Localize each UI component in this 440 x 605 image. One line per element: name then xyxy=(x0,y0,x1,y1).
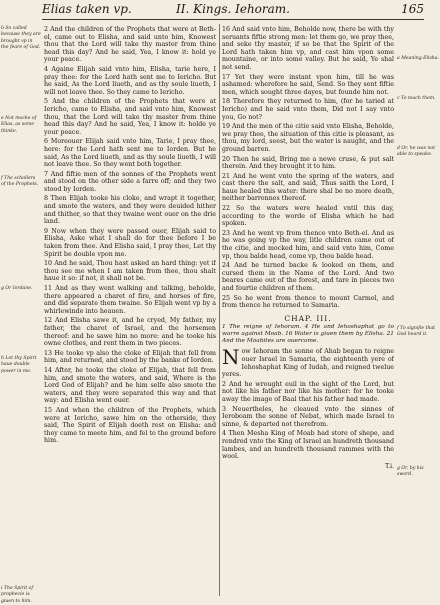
margin-note: b So called because they are brought vp in the feare of God. xyxy=(1,26,41,50)
chapter-verse: 3 Neuertheles, he cleaued vnto the sinnes of Ieroboam the sonne of Nebat, which made Israel to sinne, & departed not therefrom. xyxy=(222,405,394,428)
verse: 23 And he went vp from thence vnto Beth-el. And as he was going vp the way, litle children came out of the citie, and mocked him, and said vnto him, Come vp, thou balde head, come vp, thou balde head. xyxy=(222,229,394,260)
verse: 2 And the children of the Prophets that were at Beth-el, came out to Elisha, and said unto him, Knowest thou that the Lord will take thy master from thine head this day? And he said, Yea, I know it: hold ye your peace. xyxy=(44,26,216,64)
running-head-center: II. Kings. Iehoram. xyxy=(176,2,290,16)
catchword: T.i. xyxy=(385,462,394,470)
verse: 19 And the men of the citie said vnto Elisha, Beholde, we pray thee, the situation of this citie is pleasant, as thou, my lord, seest, but the water is naught, and the ground barren. xyxy=(222,123,394,153)
margin-note: i The Spirit of prophecie is giuen to him. xyxy=(1,586,34,604)
chapter-summary: 1 The reigne of Iehoram. 4 He and Iehoshaphat go to warre against Moab. 16 Water is giuen them by Elisha. 21 And the Moabites are ouercome. xyxy=(222,324,394,345)
chapter-verse: Now Iehoram the sonne of Ahab began to reigne ouer Israel in Samaria, the eighteenth yere of Iehoshaphat King of Iudah, and reigned twelue yeres. xyxy=(222,345,394,379)
left-text-column xyxy=(44,26,216,596)
running-head xyxy=(42,2,424,18)
verse: 4 Againe Elijah said vnto him, Elisha, tarie here, I pray thee: for the Lord hath sent me to Iericho. But he said, As the Lord liueth, and as thy soule liueth, I will not leave thee. So they came to Iericho. xyxy=(44,65,216,96)
verse: 24 And he turned backe & looked on them, and cursed them in the Name of the Lord. And two beares came out of the forest, and tare in pieces two and fourtie children of them. xyxy=(222,262,394,292)
margin-note: h Let thy Spirit haue double power in me. xyxy=(1,356,37,374)
verse: 25 So he went from thence to mount Carmel, and from thence he returned to Samaria. xyxy=(222,294,394,310)
margin-note: c To teach them. xyxy=(397,96,436,101)
verse: 16 And said vnto him, Beholde now, there be with thy seruants fiftie strong men: let them go, we pray thee, and seke thy master, if so be that the Spirit of the Lord hath taken him vp, and cast him vpon some mountaine, or into some valley. But he said, Ye shal not send. xyxy=(222,26,394,71)
margin-note: g Or, by his sword. xyxy=(397,466,424,478)
verse: 14 After, he tooke the cloke of Elijah, that fell from him, and smote the waters, and said, Where is the Lord God of Elijah? and he him selfe also smote the waters, and they were separated this way and that way: and Elisha went ouer. xyxy=(44,366,216,405)
verse: 12 And Elisha sawe it, and he cryed, My father, my father, the charet of Israel, and the horsemen thereof: and he sawe him no more: and he tooke his owne clothes, and rent them in two pieces. xyxy=(44,317,216,348)
margin-note: f To signifie that God heard it. xyxy=(397,326,435,338)
margin-note: g Or Iordane. xyxy=(1,286,33,291)
verse: 18 Therefore they returned to him, (for he taried at Iericho) and he said vnto them, Did not I say vnto you, Go not? xyxy=(222,98,394,121)
running-head-left: Elias taken vp. xyxy=(42,2,132,16)
margin-note: f The schollers of the Prophets. xyxy=(1,176,39,188)
verse: 15 And when the children of the Prophets, which were at Iericho, sawe him on the otherside, they said, The Spirit of Elijah doeth rest on Elisha: and they came to meete him, and fel to the ground before him. xyxy=(44,406,216,445)
verse: 17 Yet they were instant vpon him, till he was ashamed: wherefore he said, Send. So they sent fiftie men, which sought three dayes, but founde him not. xyxy=(222,73,394,96)
verse: 9 Now when they were passed ouer, Elijah said to Elisha, Aske what I shall do for thee before I be taken from thee. And Elisha said, I pray thee, Let thy Spirit be double vpon me. xyxy=(44,227,216,258)
verse: 20 Then he said, Bring me a newe cruse, & put salt therein. And they brought it to him. xyxy=(222,155,394,171)
margin-note: e Not mocke of Elias, as some thinke. xyxy=(1,116,37,134)
chapter-verse: 4 Then Mesha King of Moab had store of shepe, and rendred vnto the King of Israel an hundreth thousand lambes, and an hundreth thousand rammes with the wool. xyxy=(222,430,394,461)
verse: 6 Moreouer Elijah said vnto him, Tarie, I pray thee, here: for the Lord hath sent me to Iorden. But he said, As the Lord liueth, and as thy soule liueth, I will not leave thee. So they went both together. xyxy=(44,138,216,169)
verse: 13 He tooke vp also the cloke of Elijah that fell from him, and returned, and stood by the banke of Iorden. xyxy=(44,349,216,365)
verse: 22 So the waters were healed vntil this day, according to the worde of Elisha which he had spoken. xyxy=(222,205,394,228)
verse: 10 And he said, Thou hast asked an hard thing: yet if thou see me when I am taken from thee, thou shalt haue it so: if not, it shall not be. xyxy=(44,260,216,283)
chapter-verse: 2 And he wrought euil in the sight of the Lord, but not like his father nor like his mother: for he tooke away the image of Baal that his father had made. xyxy=(222,380,394,403)
verse: 11 And as they went walking and talking, beholde, there appeared a charet of fire, and horses of fire, and did separate them twaine. So Elijah went vp by a whirlewinde into heauen. xyxy=(44,285,216,315)
verse: 7 And fiftie men of the sonnes of the Prophets went and stood on the other side a farre off; and they two stood by Iorden. xyxy=(44,170,216,193)
column-divider xyxy=(219,24,220,596)
header-rule xyxy=(42,19,424,20)
right-text-column xyxy=(222,26,394,596)
verse: 5 And the children of the Prophets that were at Iericho, came to Elisha, and said vnto him, Knowest thou, that the Lord will take thy master from thine head this day? And he said, Yea, I know it: holde ye your peace. xyxy=(44,98,216,136)
margin-note: d Or, he was not able to speake. xyxy=(397,146,435,158)
drop-cap: N xyxy=(222,345,240,370)
verse: 21 And he went vnto the spring of the waters, and cast there the salt, and said, Thus saith the Lord, I haue healed this water: there shal be no more death, neither barrennes thereof. xyxy=(222,172,394,203)
chapter-heading: CHAP. III. xyxy=(284,313,332,323)
verse: 8 Then Elijah tooke his cloke, and wrapt it together, and smote the waters, and they were deuided hither and thither, so that they twaine went ouer on the drie land. xyxy=(44,195,216,226)
page-number: 165 xyxy=(401,2,424,16)
margin-note: a Meaning Elisha. xyxy=(397,56,439,61)
